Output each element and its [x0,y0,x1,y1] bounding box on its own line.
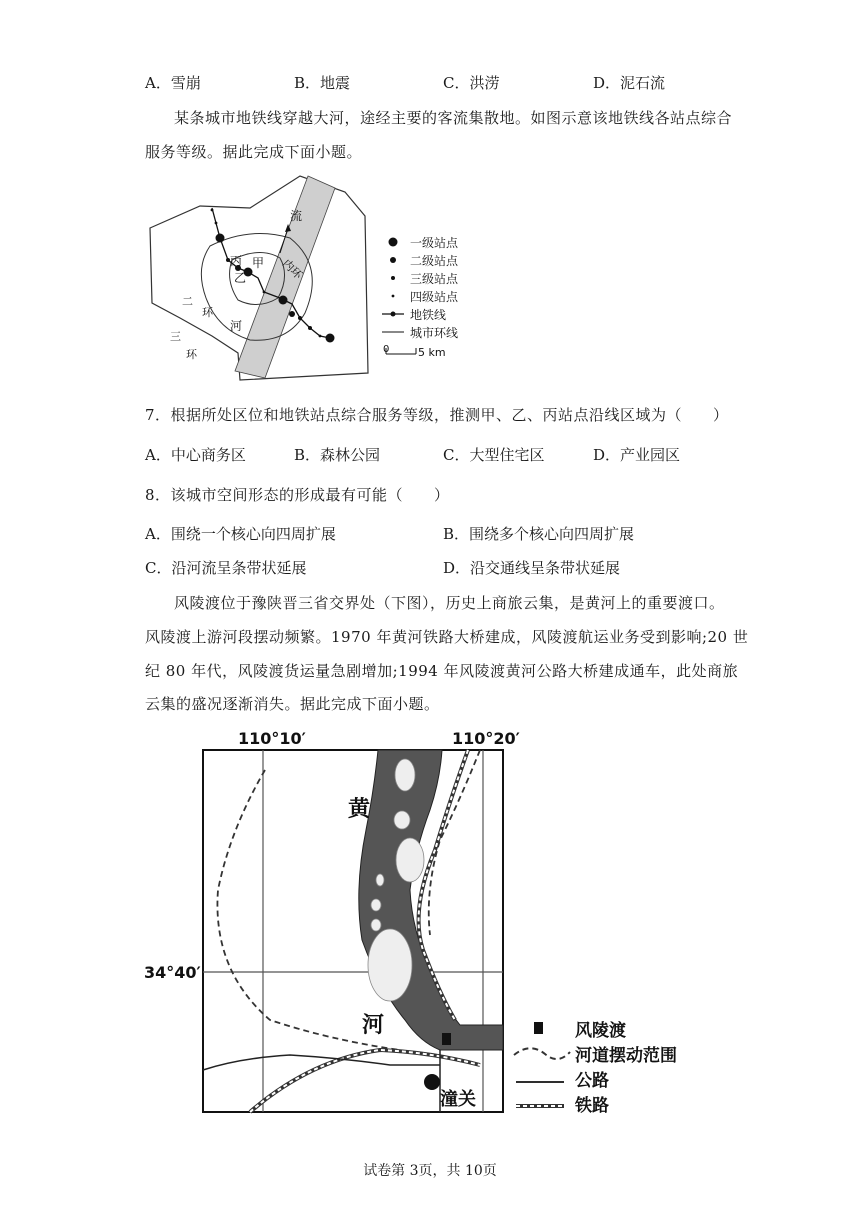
q7-option-a: A．中心商务区 [145,446,246,464]
station-level-1 [216,234,225,243]
station-level-1 [279,296,288,305]
q7-stem: 7．根据所处区位和地铁站点综合服务等级，推测甲、乙、丙站点沿线区域为（ ） [145,406,729,424]
river-label-he: 河 [362,1013,385,1038]
river-island [376,874,384,886]
river-island [394,811,410,829]
lat-label: 34°40′ [144,963,201,982]
station-level-4 [319,335,322,338]
river-island [368,929,412,1001]
passage1-line2: 服务等级。据此完成下面小题。 [145,143,363,161]
passage2-line3: 纪 80 年代，风陵渡货运量急剧增加;1994 年风陵渡黄河公路大桥建成通车，此处商旅 [145,662,739,680]
q7-option-b: B．森林公园 [294,446,381,464]
q6-option-a: A．雪崩 [145,74,201,92]
legend-railway: 铁路 [575,1096,609,1116]
station-label-yi: 乙 [234,271,247,285]
passage1-line1: 某条城市地铁线穿越大河，途经主要的客流集散地。如图示意该地铁线各站点综合 [174,109,733,127]
legend-symbol-level2 [390,257,396,263]
passage2-line4: 云集的盛况逐渐消失。据此完成下面小题。 [145,695,440,713]
station-level-3 [298,316,302,320]
lon-label-1: 110°10′ [238,729,306,748]
station-label-bing: 丙 [230,254,243,268]
q8-option-d: D．沿交通线呈条带状延展 [443,559,621,577]
q8-option-b: B．围绕多个核心向四周扩展 [443,525,635,543]
q6-option-c: C．洪涝 [443,74,500,92]
legend-symbol-swing [514,1048,570,1059]
q6-option-b: B．地震 [294,74,351,92]
yellow-river [359,750,503,1050]
page-footer: 试卷第 3页，共 10页 [363,1163,497,1179]
ring3-label-b: 环 [186,348,197,361]
station-level-4 [215,222,218,225]
lon-label-2: 110°20′ [452,729,520,748]
q7-option-d: D．产业园区 [593,446,681,464]
legend-symbol-level4 [392,295,395,298]
river-label-1: 流 [290,209,303,223]
legend-swing: 河道摆动范围 [575,1046,677,1066]
legend-metro: 地铁线 [410,308,447,322]
ring3-label-a: 三 [170,330,181,343]
legend-level1: 一级站点 [410,236,459,250]
fenglingdu-map-figure [140,720,720,1130]
legend-ferry: 风陵渡 [575,1021,626,1041]
river-island [396,838,424,882]
legend-symbol-level3 [391,276,395,280]
station-level-4 [211,209,214,212]
metro-map-figure [140,168,490,386]
station-level-3 [308,326,312,330]
ring2-label-a: 二 [182,295,193,308]
river-island [371,899,381,911]
tongguan-marker [424,1074,440,1090]
q7-option-c: C．大型住宅区 [443,446,545,464]
legend-symbol-level1 [389,238,398,247]
q6-option-d: D．泥石流 [593,74,666,92]
passage2-line2: 风陵渡上游河段摆动频繁。1970 年黄河铁路大桥建成，风陵渡航运业务受到影响;20 世 [145,628,749,646]
legend-symbol-ferry [534,1022,543,1034]
fenglingdu-marker [442,1033,451,1045]
scale-value: 5 km [418,346,446,359]
river-island [371,919,381,931]
station-label-jia: 甲 [252,256,265,270]
q8-stem: 8．该城市空间形态的形成最有可能（ ） [145,486,450,504]
scale-zero: 0 [383,344,390,355]
river-island [395,759,415,791]
river-label-huang: 黄 [348,797,371,822]
legend-ring: 城市环线 [410,326,459,340]
legend-highway: 公路 [575,1071,609,1091]
inner-ring-label: 内环 [279,256,305,282]
ring2-label-b: 环 [202,306,213,319]
passage2-line1: 风陵渡位于豫陕晋三省交界处（下图），历史上商旅云集，是黄河上的重要渡口。 [174,594,725,612]
station-level-4 [263,291,266,294]
station-level-1 [326,334,335,343]
q8-option-a: A．围绕一个核心向四周扩展 [145,525,336,543]
legend-level3: 三级站点 [410,272,459,286]
tongguan-label: 潼关 [440,1089,476,1110]
legend-level2: 二级站点 [410,254,459,268]
river-label-2: 河 [230,319,243,333]
legend-level4: 四级站点 [410,290,459,304]
station-level-2 [289,311,295,317]
q8-option-c: C．沿河流呈条带状延展 [145,559,307,577]
